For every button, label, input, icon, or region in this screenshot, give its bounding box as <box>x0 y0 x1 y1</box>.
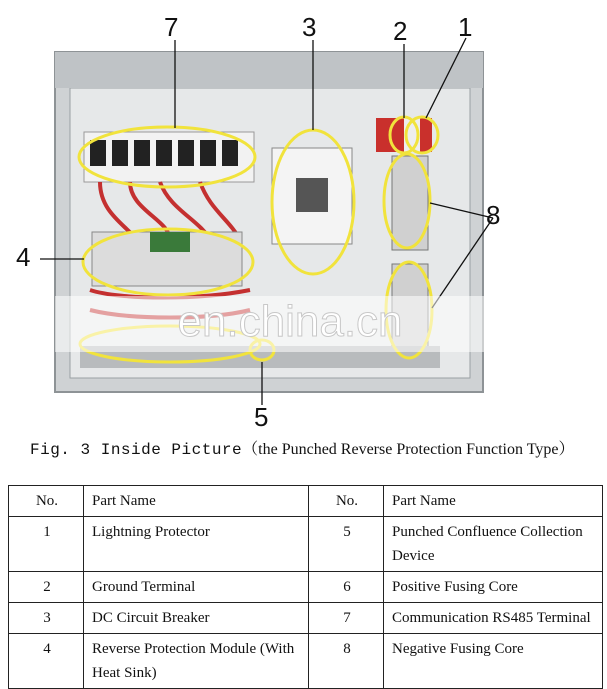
row-part-name: Lightning Protector <box>84 517 309 572</box>
row-part-name: Reverse Protection Module (With Heat Sink) <box>84 634 309 689</box>
row-no-2: 7 <box>309 603 384 634</box>
row-part-name: Ground Terminal <box>84 572 309 603</box>
row-no: 4 <box>9 634 84 689</box>
row-no: 2 <box>9 572 84 603</box>
table-row <box>9 603 603 634</box>
header-no: No. <box>9 486 84 517</box>
callout-1: 1 <box>458 12 473 42</box>
caption-prefix: Fig. 3 Inside Picture <box>30 441 243 459</box>
caption-suffix: （the Punched Reverse Protection Function Type） <box>242 441 575 458</box>
table-row <box>9 572 603 603</box>
row-no-2: 8 <box>309 634 384 689</box>
callout-4: 7 <box>164 12 179 42</box>
row-no-2: 5 <box>309 517 384 572</box>
parts-table <box>8 485 603 689</box>
header-no-2: No. <box>309 486 384 517</box>
table-row <box>9 517 603 572</box>
row-no: 1 <box>9 517 84 572</box>
row-part-name: DC Circuit Breaker <box>84 603 309 634</box>
table-header-row <box>9 486 603 517</box>
header-part-name: Part Name <box>84 486 309 517</box>
row-part-name-2: Communication RS485 Terminal <box>384 603 603 634</box>
row-part-name-2: Positive Fusing Core <box>384 572 603 603</box>
row-no-2: 6 <box>309 572 384 603</box>
figure-caption <box>30 436 574 459</box>
callout-2: 2 <box>393 16 408 46</box>
callout-3: 3 <box>302 12 317 42</box>
row-part-name-2: Punched Confluence Collection Device <box>384 517 603 572</box>
row-part-name-2: Negative Fusing Core <box>384 634 603 689</box>
fuse-row-top <box>84 132 254 182</box>
callout-5: 4 <box>16 242 31 272</box>
header-part-name-2: Part Name <box>384 486 603 517</box>
table-row <box>9 634 603 689</box>
callout-7: 5 <box>254 402 269 432</box>
callout-8: 8 <box>486 200 501 230</box>
watermark-text: en.china.cn <box>177 297 403 346</box>
row-no: 3 <box>9 603 84 634</box>
